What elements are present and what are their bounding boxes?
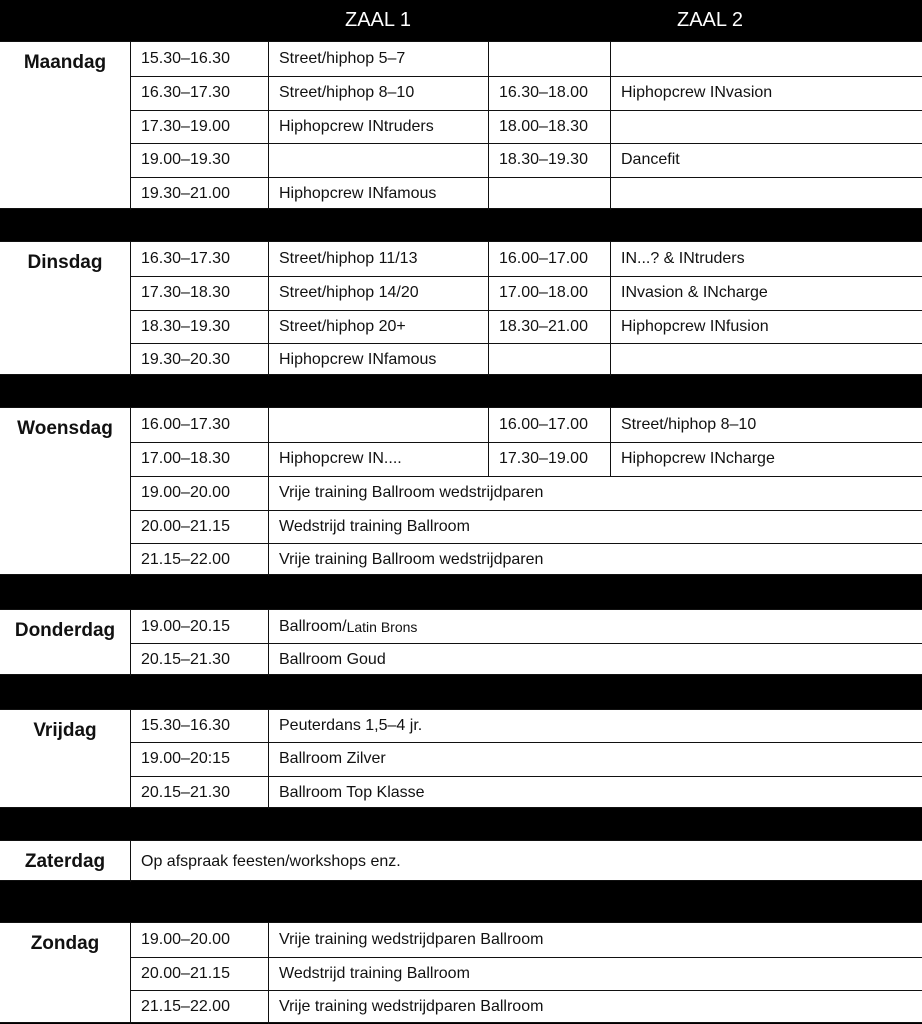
time-cell: 17.30–19.00 <box>130 110 268 143</box>
time-cell-zaal2 <box>488 42 610 76</box>
day-name: Dinsdag <box>27 252 103 273</box>
time-cell: 18.30–19.30 <box>130 310 268 343</box>
activity-cell: Op afspraak feesten/workshops enz. <box>130 841 922 882</box>
activity-cell: Street/hiphop 14/20 <box>268 276 488 310</box>
time-cell: 20.15–21.30 <box>130 776 268 809</box>
activity-cell: Vrije training Ballroom wedstrijdparen <box>268 476 922 510</box>
time-cell: 16.30–17.30 <box>130 242 268 276</box>
time-cell-zaal2: 18.00–18.30 <box>488 110 610 143</box>
activity-cell: Wedstrijd training Ballroom <box>268 957 922 990</box>
time-cell: 15.30–16.30 <box>130 42 268 76</box>
time-cell: 20.15–21.30 <box>130 643 268 676</box>
activity-cell-zaal2 <box>610 177 922 210</box>
activity-cell: Street/hiphop 11/13 <box>268 242 488 276</box>
time-cell: 17.00–18.30 <box>130 442 268 476</box>
time-cell-zaal2 <box>488 177 610 210</box>
activity-cell: Street/hiphop 5–7 <box>268 42 488 76</box>
activity-cell-zaal2 <box>610 42 922 76</box>
day-name: Zaterdag <box>24 851 106 872</box>
activity-cell: Vrije training wedstrijdparen Ballroom <box>268 923 922 957</box>
day-name: Woensdag <box>17 418 113 439</box>
activity-cell: Ballroom Zilver <box>268 742 922 776</box>
time-cell: 20.00–21.15 <box>130 957 268 990</box>
time-cell-zaal2: 18.30–21.00 <box>488 310 610 343</box>
day-name: Vrijdag <box>33 720 97 741</box>
activity-cell-zaal2: Street/hiphop 8–10 <box>610 408 922 442</box>
day-block <box>0 840 922 881</box>
activity-cell: Vrije training Ballroom wedstrijdparen <box>268 543 922 576</box>
activity-cell: Wedstrijd training Ballroom <box>268 510 922 543</box>
activity-cell <box>268 408 488 442</box>
time-cell: 15.30–16.30 <box>130 710 268 742</box>
day-block <box>0 709 922 808</box>
zaal1-header: ZAAL 1 <box>345 9 411 31</box>
time-cell: 17.30–18.30 <box>130 276 268 310</box>
activity-cell-zaal2: Hiphopcrew INfusion <box>610 310 922 343</box>
time-cell: 21.15–22.00 <box>130 543 268 576</box>
day-name: Donderdag <box>14 620 116 641</box>
day-block <box>0 407 922 575</box>
activity-cell-zaal2: INvasion & INcharge <box>610 276 922 310</box>
activity-cell: Hiphopcrew INtruders <box>268 110 488 143</box>
activity-cell: Street/hiphop 20+ <box>268 310 488 343</box>
time-cell-zaal2: 17.00–18.00 <box>488 276 610 310</box>
activity-cell: Hiphopcrew IN.... <box>268 442 488 476</box>
day-block <box>0 922 922 1023</box>
time-cell: 20.00–21.15 <box>130 510 268 543</box>
activity-cell-zaal2: IN...? & INtruders <box>610 242 922 276</box>
time-cell-zaal2: 16.00–17.00 <box>488 408 610 442</box>
activity-cell-zaal2: Hiphopcrew INcharge <box>610 442 922 476</box>
activity-cell-zaal2 <box>610 110 922 143</box>
time-cell: 19.00–19.30 <box>130 143 268 177</box>
time-cell: 16.30–17.30 <box>130 76 268 110</box>
activity-cell: Ballroom Goud <box>268 643 922 676</box>
time-cell-zaal2: 17.30–19.00 <box>488 442 610 476</box>
activity-cell: Ballroom Top Klasse <box>268 776 922 809</box>
activity-cell-zaal2: Dancefit <box>610 143 922 177</box>
time-cell: 19.00–20.15 <box>130 610 268 643</box>
time-cell: 16.00–17.30 <box>130 408 268 442</box>
activity-cell <box>268 143 488 177</box>
time-cell: 19.00–20.00 <box>130 476 268 510</box>
day-block <box>0 241 922 375</box>
activity-cell: Street/hiphop 8–10 <box>268 76 488 110</box>
time-cell-zaal2: 16.30–18.00 <box>488 76 610 110</box>
zaal2-header: ZAAL 2 <box>677 9 743 31</box>
day-name: Maandag <box>23 52 107 73</box>
time-cell: 21.15–22.00 <box>130 990 268 1024</box>
activity-cell: Hiphopcrew INfamous <box>268 177 488 210</box>
day-name: Zondag <box>30 933 100 954</box>
day-block <box>0 41 922 209</box>
time-cell-zaal2: 18.30–19.30 <box>488 143 610 177</box>
activity-cell: Ballroom/ Latin Brons <box>268 610 922 643</box>
activity-suffix: Latin Brons <box>346 618 418 635</box>
time-cell-zaal2 <box>488 343 610 376</box>
activity-cell: Peuterdans 1,5–4 jr. <box>268 710 922 742</box>
activity-cell: Vrije training wedstrijdparen Ballroom <box>268 990 922 1024</box>
activity-cell-zaal2 <box>610 343 922 376</box>
time-cell: 19.30–20.30 <box>130 343 268 376</box>
day-block <box>0 609 922 675</box>
time-cell: 19.00–20:15 <box>130 742 268 776</box>
time-cell-zaal2: 16.00–17.00 <box>488 242 610 276</box>
time-cell: 19.30–21.00 <box>130 177 268 210</box>
activity-cell-zaal2: Hiphopcrew INvasion <box>610 76 922 110</box>
time-cell: 19.00–20.00 <box>130 923 268 957</box>
header-bar <box>0 0 922 41</box>
activity-cell: Hiphopcrew INfamous <box>268 343 488 376</box>
